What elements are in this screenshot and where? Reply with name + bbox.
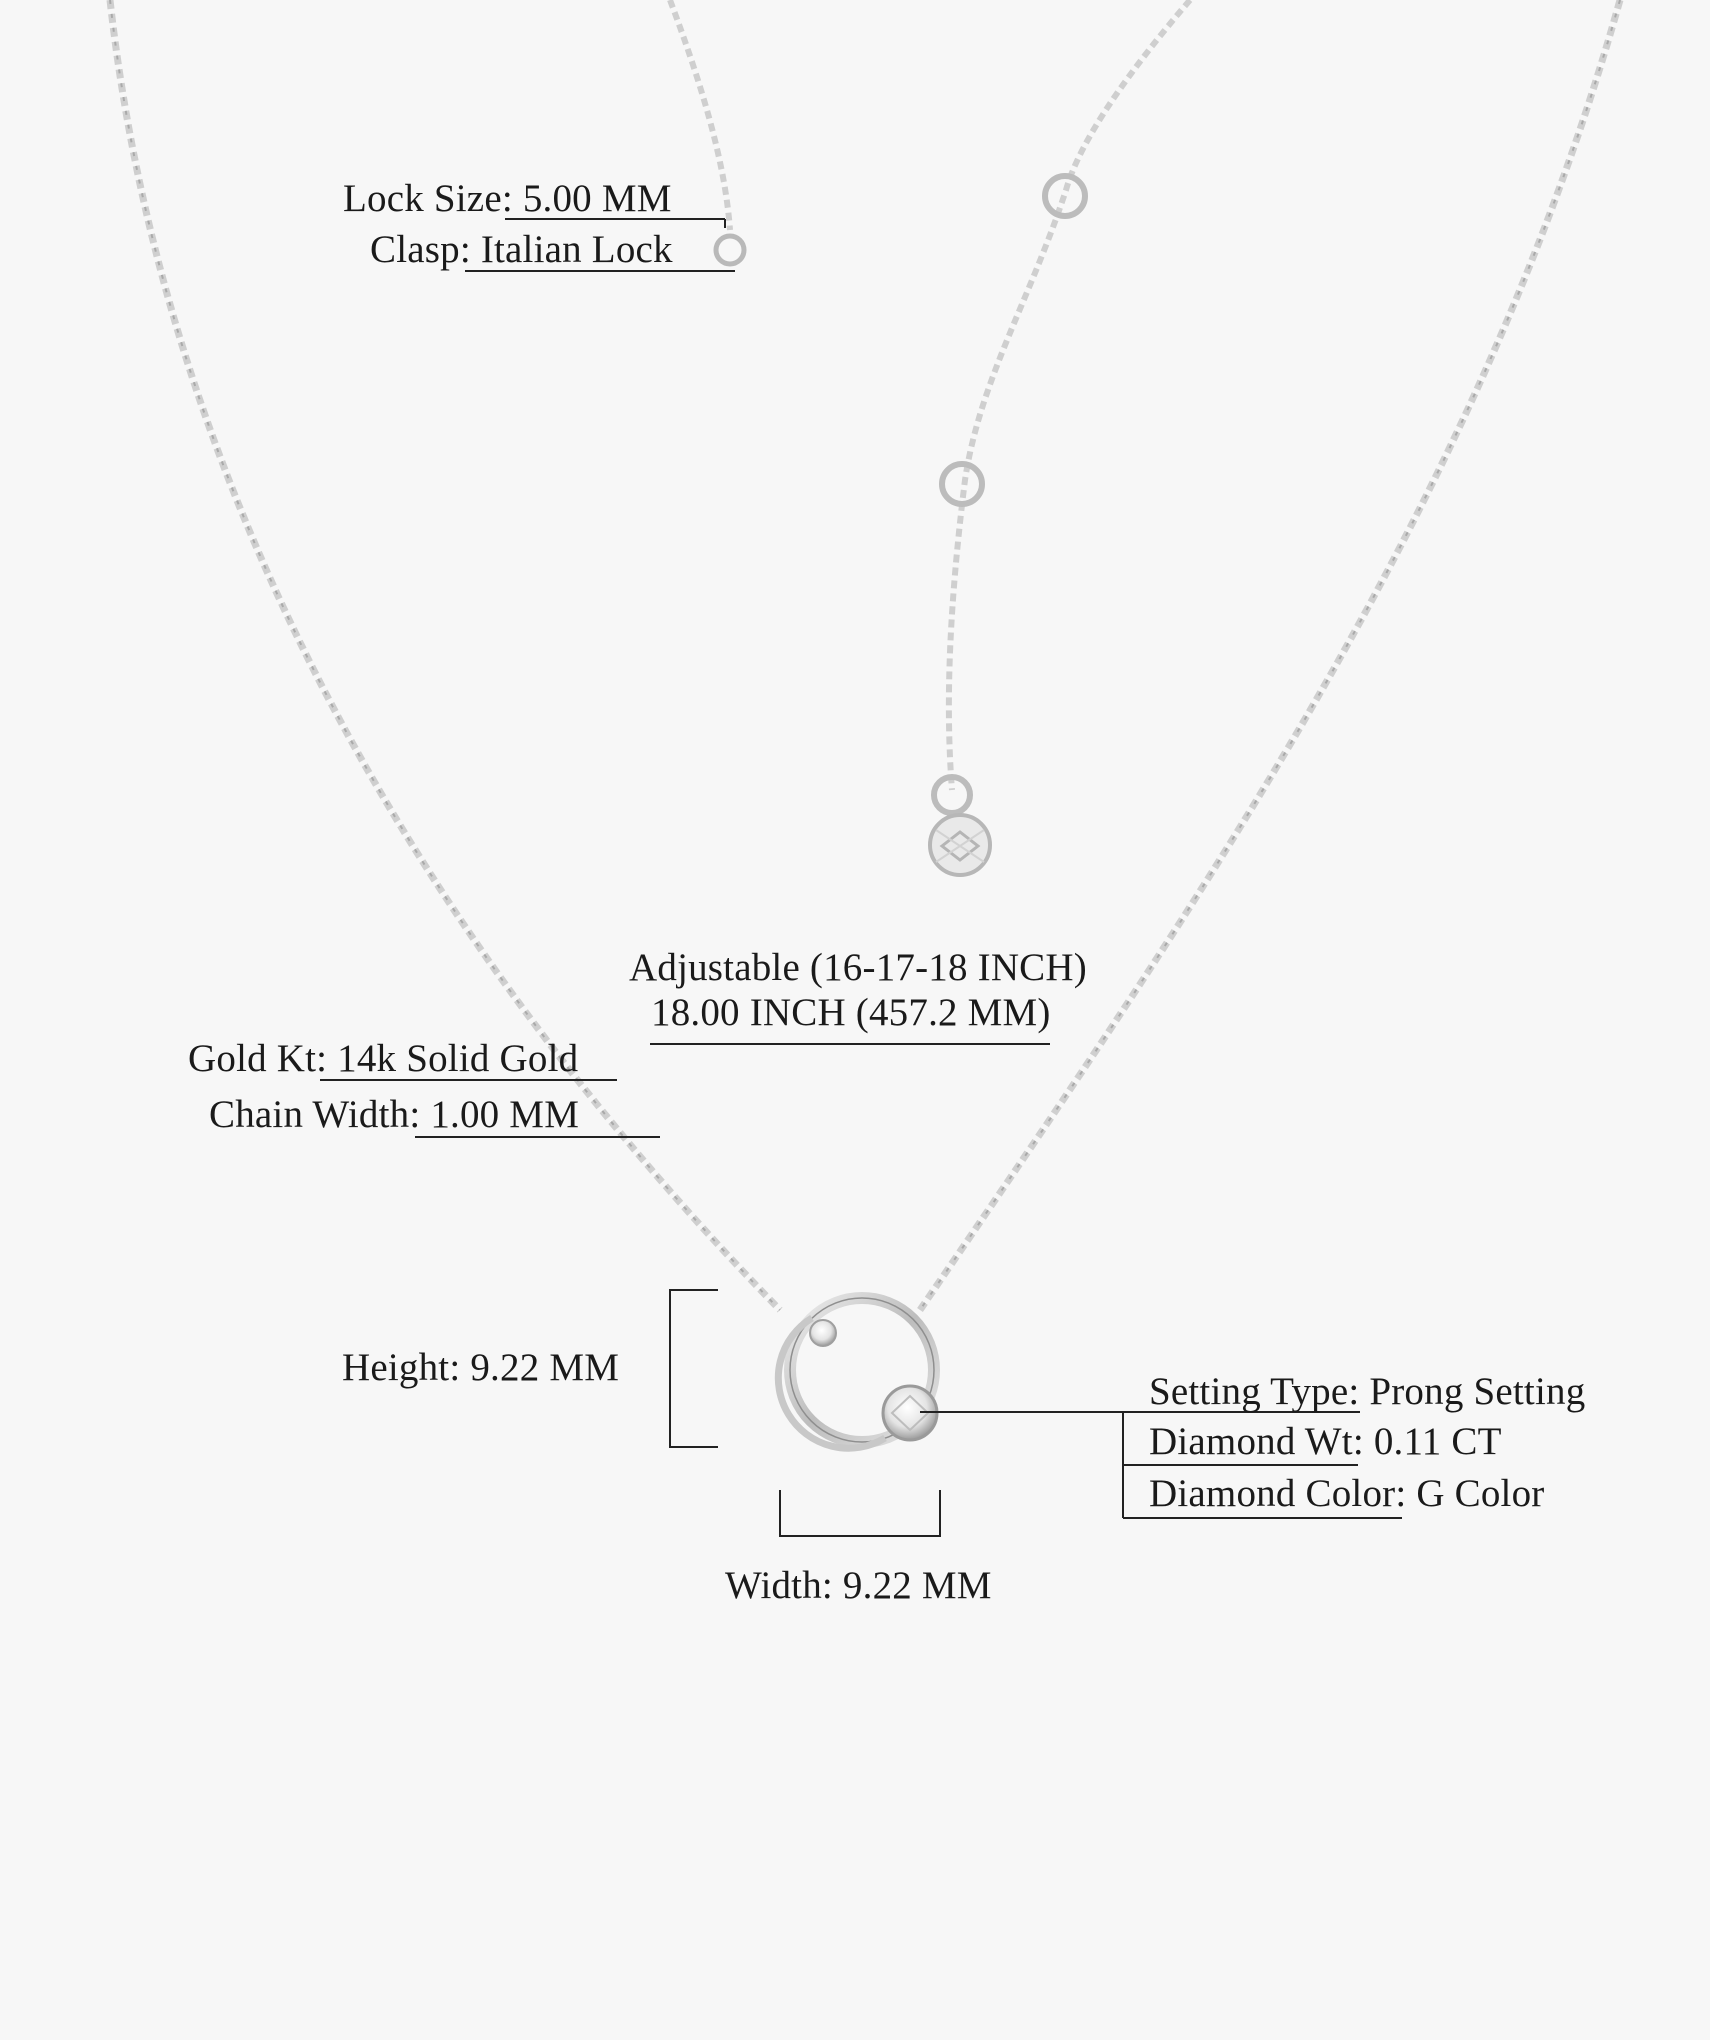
clasp-ring	[716, 236, 744, 264]
clasp-spec	[370, 227, 673, 273]
diamond-color-label: Diamond Color:	[1149, 1472, 1407, 1515]
height-label: Height:	[342, 1346, 461, 1389]
diamond-color-value: G Color	[1416, 1472, 1545, 1515]
lock-size-label: Lock Size:	[343, 177, 513, 220]
diamond-color-spec	[1149, 1471, 1544, 1517]
clasp-value: Italian Lock	[480, 228, 673, 271]
setting-type-label: Setting Type:	[1149, 1370, 1360, 1413]
lock-size-spec	[343, 176, 672, 222]
diamond-wt-value: 0.11 CT	[1373, 1420, 1502, 1463]
height-value: 9.22 MM	[470, 1346, 620, 1389]
height-spec	[342, 1345, 619, 1391]
clasp-label: Clasp:	[370, 228, 471, 271]
chain-right	[920, 0, 1620, 1310]
setting-type-value: Prong Setting	[1369, 1370, 1586, 1413]
gold-kt-label: Gold Kt:	[188, 1037, 328, 1080]
gold-kt-value: 14k Solid Gold	[337, 1037, 579, 1080]
chain-width-label: Chain Width:	[209, 1093, 421, 1136]
chain-clasp-end	[670, 0, 730, 230]
length-spec: 18.00 INCH (457.2 MM)	[651, 991, 1051, 1034]
chain-extender	[949, 0, 1190, 790]
diamond-wt-label: Diamond Wt:	[1149, 1420, 1364, 1463]
diamond-wt-spec	[1149, 1419, 1502, 1465]
width-value: 9.22 MM	[842, 1564, 992, 1607]
setting-type-spec	[1149, 1369, 1585, 1415]
width-label: Width:	[725, 1564, 833, 1607]
lock-size-value: 5.00 MM	[522, 177, 672, 220]
adjustable-spec: Adjustable (16-17-18 INCH)	[629, 946, 1087, 989]
gold-kt-spec	[188, 1036, 578, 1082]
small-diamond	[810, 1320, 836, 1346]
chain-width-spec	[209, 1092, 579, 1138]
chain-width-value: 1.00 MM	[430, 1093, 580, 1136]
width-spec	[725, 1563, 992, 1609]
